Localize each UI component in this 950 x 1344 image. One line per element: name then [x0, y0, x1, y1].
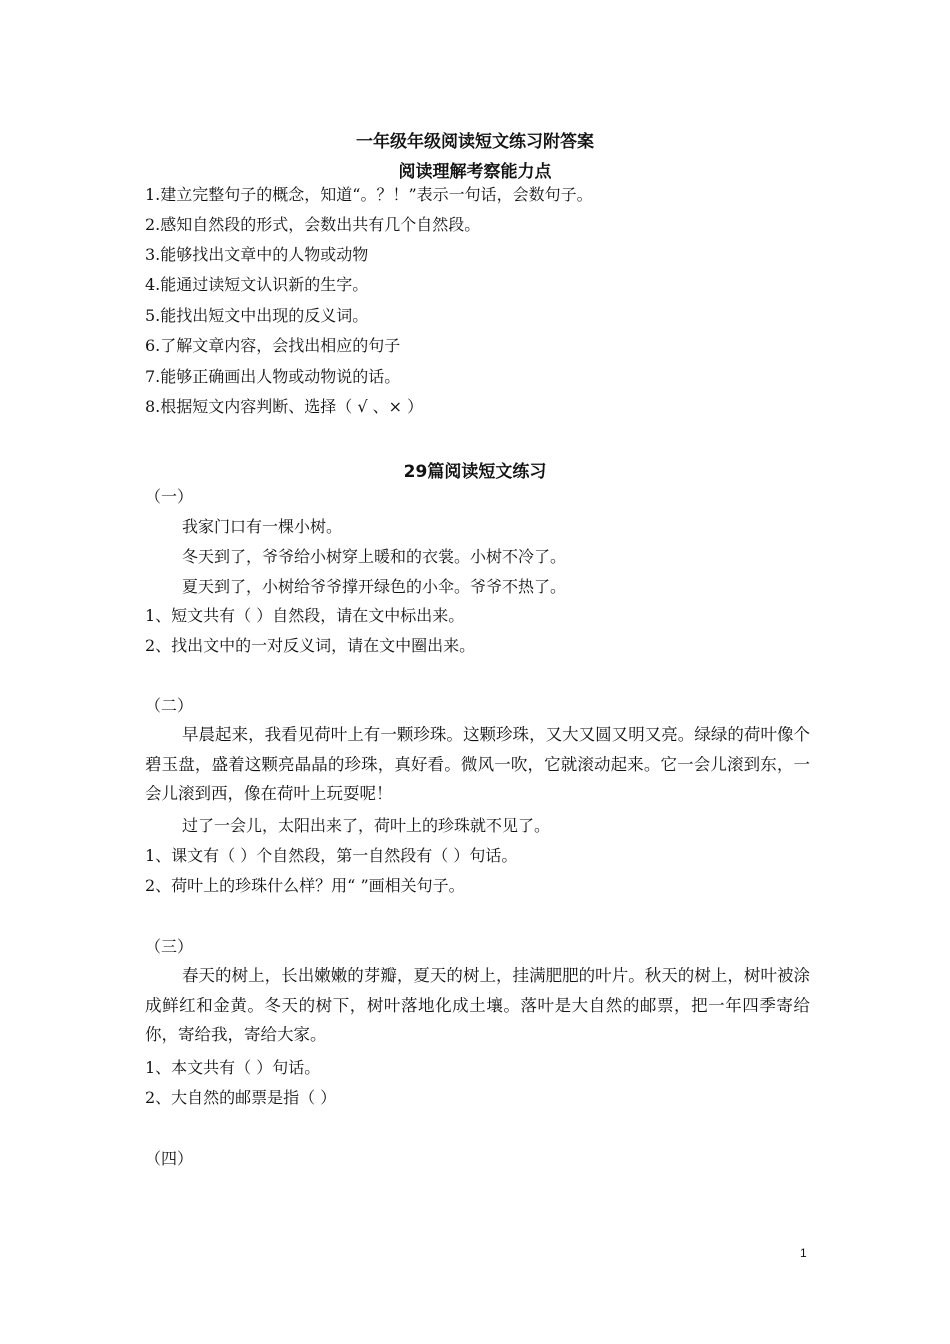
document-title: 一年级年级阅读短文练习附答案	[356, 132, 594, 152]
section-title: 29篇阅读短文练习	[403, 462, 547, 482]
passage-label: （二）	[145, 696, 194, 715]
passage-paragraph: 春天的树上，长出嫩嫩的芽瓣，夏天的树上，挂满肥肥的叶片。秋天的树上，树叶被涂成鲜红和金黄。冬天的树下，树叶落地化成土壤。落叶是大自然的邮票，把一年四季寄给你，寄给我，寄给大家。	[145, 966, 810, 1044]
point-item: 7.能够正确画出人物或动物说的话。	[145, 367, 401, 386]
question: 2、找出文中的一对反义词，请在文中圈出来。	[145, 636, 476, 655]
point-item: 5.能找出短文中出现的反义词。	[145, 306, 369, 325]
passage-label: （四）	[145, 1149, 194, 1168]
question: 1、课文有（ ）个自然段，第一自然段有（ ）句话。	[145, 846, 518, 865]
passage-line: 我家门口有一棵小树。	[182, 517, 343, 536]
point-item: 8.根据短文内容判断、选择（ √ 、× ）	[145, 397, 424, 416]
point-item: 6.了解文章内容，会找出相应的句子	[145, 336, 401, 355]
passage-line: 夏天到了，小树给爷爷撑开绿色的小伞。爷爷不热了。	[182, 577, 567, 596]
document-subtitle: 阅读理解考察能力点	[398, 162, 552, 182]
point-item: 2.感知自然段的形式，会数出共有几个自然段。	[145, 215, 481, 234]
page-number: 1	[800, 1246, 807, 1260]
question: 1、本文共有（ ）句话。	[145, 1058, 321, 1077]
passage-line: 冬天到了，爷爷给小树穿上暖和的衣裳。小树不冷了。	[182, 547, 567, 566]
question: 1、短文共有（ ）自然段，请在文中标出来。	[145, 606, 465, 625]
passage-label: （三）	[145, 937, 194, 956]
passage-label: （一）	[145, 487, 194, 506]
passage-paragraph: 过了一会儿，太阳出来了，荷叶上的珍珠就不见了。	[182, 816, 551, 835]
question: 2、荷叶上的珍珠什么样？用“ ”画相关句子。	[145, 876, 465, 895]
question: 2、大自然的邮票是指（ ）	[145, 1088, 337, 1107]
point-item: 4.能通过读短文认识新的生字。	[145, 275, 369, 294]
passage-paragraph: 早晨起来，我看见荷叶上有一颗珍珠。这颗珍珠，又大又圆又明又亮。绿绿的荷叶像个碧玉盘，盛着这颗亮晶晶的珍珠，真好看。微风一吹，它就滚动起来。它一会儿滚到东，一会儿滚到西，像在荷叶上玩耍呢！	[145, 725, 810, 803]
point-item: 3.能够找出文章中的人物或动物	[145, 245, 369, 264]
point-item: 1.建立完整句子的概念，知道“。？！”表示一句话，会数句子。	[145, 185, 593, 204]
